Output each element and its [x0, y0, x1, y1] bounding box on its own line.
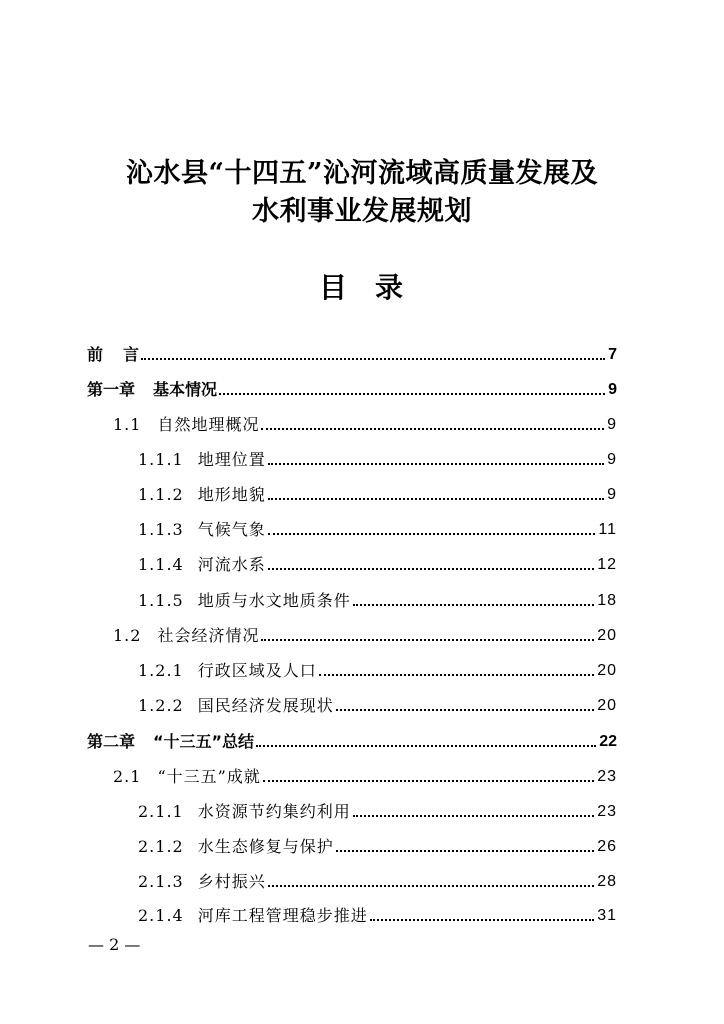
toc-entry-text: “十三五”成就	[157, 767, 261, 786]
toc-entry-label	[138, 872, 266, 892]
toc-leader-dots	[268, 533, 596, 535]
toc-entry-1-1-2[interactable]	[138, 479, 617, 505]
toc-leader-dots	[256, 745, 596, 747]
toc-entry-number: 1.1.2	[138, 485, 184, 504]
toc-page-number: 11	[598, 521, 617, 538]
toc-entry-label	[138, 802, 351, 822]
toc-entry-label	[113, 415, 259, 435]
toc-entry-label	[138, 906, 368, 926]
toc-page-number: 9	[607, 486, 617, 503]
toc-entry-text: 地形地貌	[197, 485, 266, 504]
toc-entry-number: 1.1	[113, 415, 142, 434]
toc-page-number: 23	[597, 803, 617, 820]
toc-leader-dots	[219, 393, 605, 395]
toc-entry-text: 河流水系	[197, 555, 266, 574]
toc-entry-label	[87, 380, 217, 400]
toc-entry-number: 1.2.2	[138, 696, 184, 715]
toc-page-number: 22	[599, 733, 617, 750]
toc-entry-text: 水资源节约集约利用	[197, 802, 351, 821]
toc-leader-dots	[336, 850, 594, 852]
toc-entry-text: 社会经济情况	[157, 626, 260, 645]
toc-heading-char-2: 录	[375, 271, 406, 304]
toc-entry-1-1-5[interactable]	[138, 585, 617, 611]
toc-entry-text: 地质与水文地质条件	[197, 591, 351, 610]
toc-entry-label	[138, 591, 351, 611]
toc-entry-1-2-1[interactable]	[138, 655, 617, 681]
toc-page-number: 12	[597, 556, 617, 573]
toc-entry-number: 1.2.1	[138, 661, 184, 680]
toc-page-number: 9	[607, 416, 617, 433]
toc-entry-label	[138, 837, 334, 857]
toc-page-number: 20	[597, 697, 617, 714]
toc-entry-text: 行政区域及人口	[197, 661, 317, 680]
toc-entry-number: 2.1.2	[138, 837, 184, 856]
toc-leader-dots	[336, 709, 594, 711]
toc-entry-chapter-2[interactable]	[87, 726, 617, 752]
toc-entry-2-1[interactable]	[113, 761, 617, 787]
toc-entry-number: 2.1.1	[138, 802, 184, 821]
toc-leader-dots	[261, 428, 604, 430]
toc-entry-label	[138, 696, 334, 716]
toc-page-number: 31	[597, 907, 617, 924]
toc-entry-text: “十三五”总结	[153, 732, 255, 751]
toc-entry-preface[interactable]	[87, 339, 617, 365]
toc-page-number: 20	[597, 627, 617, 644]
toc-entry-label	[87, 732, 254, 752]
toc-entry-number: 1.2	[113, 626, 142, 645]
toc-leader-dots	[353, 604, 594, 606]
toc-page-number: 7	[608, 346, 617, 363]
page-number-footer: — 2 —	[88, 935, 141, 954]
toc-entry-text: 水生态修复与保护	[197, 837, 334, 856]
toc-entry-1-2[interactable]	[113, 620, 617, 646]
toc-page-number: 9	[608, 381, 617, 398]
toc-entry-2-1-2[interactable]	[138, 831, 617, 857]
toc-leader-dots	[370, 919, 594, 921]
toc-leader-dots	[319, 674, 594, 676]
toc-entry-label	[113, 626, 259, 646]
toc-entry-number: 2.1.4	[138, 906, 184, 925]
toc-entry-text: 河库工程管理稳步推进	[197, 906, 368, 925]
toc-entry-number: 第二章	[87, 732, 136, 751]
toc-page-number: 20	[597, 662, 617, 679]
toc-entry-2-1-3[interactable]	[138, 866, 617, 892]
toc-entry-1-2-2[interactable]	[138, 690, 617, 716]
toc-entry-chapter-1[interactable]	[87, 374, 617, 400]
toc-entry-text: 国民经济发展现状	[197, 696, 334, 715]
toc-entry-text: 言	[123, 345, 140, 364]
toc-entry-number: 2.1.3	[138, 872, 184, 891]
toc-entry-text: 基本情况	[153, 380, 218, 399]
toc-entry-label	[138, 555, 266, 575]
toc-entry-2-1-1[interactable]	[138, 796, 617, 822]
toc-entry-number: 1.1.5	[138, 591, 184, 610]
toc-entry-number: 前	[87, 345, 104, 364]
toc-entry-1-1-1[interactable]	[138, 444, 617, 470]
toc-entry-text: 地理位置	[197, 450, 266, 469]
toc-entry-text: 乡村振兴	[197, 872, 266, 891]
document-title-line-2: 水利事业发展规划	[252, 196, 472, 227]
toc-page-number: 26	[597, 838, 617, 855]
toc-entry-text: 自然地理概况	[157, 415, 260, 434]
toc-entry-label	[138, 450, 266, 470]
toc-entry-1-1-4[interactable]	[138, 549, 617, 575]
toc-leader-dots	[268, 568, 594, 570]
toc-page-number: 23	[597, 768, 617, 785]
toc-entry-number: 1.1.3	[138, 520, 184, 539]
toc-heading	[0, 270, 724, 306]
toc-entry-number: 第一章	[87, 380, 136, 399]
toc-leader-dots	[268, 498, 604, 500]
toc-leader-dots	[261, 639, 594, 641]
toc-entry-number: 1.1.1	[138, 450, 184, 469]
toc-entry-number: 2.1	[113, 767, 142, 786]
toc-leader-dots	[263, 780, 594, 782]
toc-entry-label	[138, 485, 266, 505]
toc-leader-dots	[268, 463, 604, 465]
toc-entry-1-1[interactable]	[113, 409, 617, 435]
toc-entry-label	[87, 345, 139, 365]
toc-entry-2-1-4[interactable]	[138, 900, 617, 926]
toc-leader-dots	[268, 885, 594, 887]
toc-leader-dots	[353, 815, 594, 817]
document-title-line-1: 沁水县“十四五”沁河流域高质量发展及	[125, 158, 599, 189]
toc-entry-label	[138, 520, 266, 540]
toc-entry-label	[113, 767, 261, 787]
toc-page-number: 18	[597, 592, 617, 609]
toc-entry-text: 气候气象	[197, 520, 266, 539]
toc-page-number: 28	[597, 873, 617, 890]
toc-heading-char-1: 目	[318, 271, 349, 304]
toc-entry-number: 1.1.4	[138, 555, 184, 574]
toc-leader-dots	[141, 358, 605, 360]
toc-entry-label	[138, 661, 317, 681]
toc-entry-1-1-3[interactable]	[138, 514, 617, 540]
toc-page-number: 9	[607, 451, 617, 468]
